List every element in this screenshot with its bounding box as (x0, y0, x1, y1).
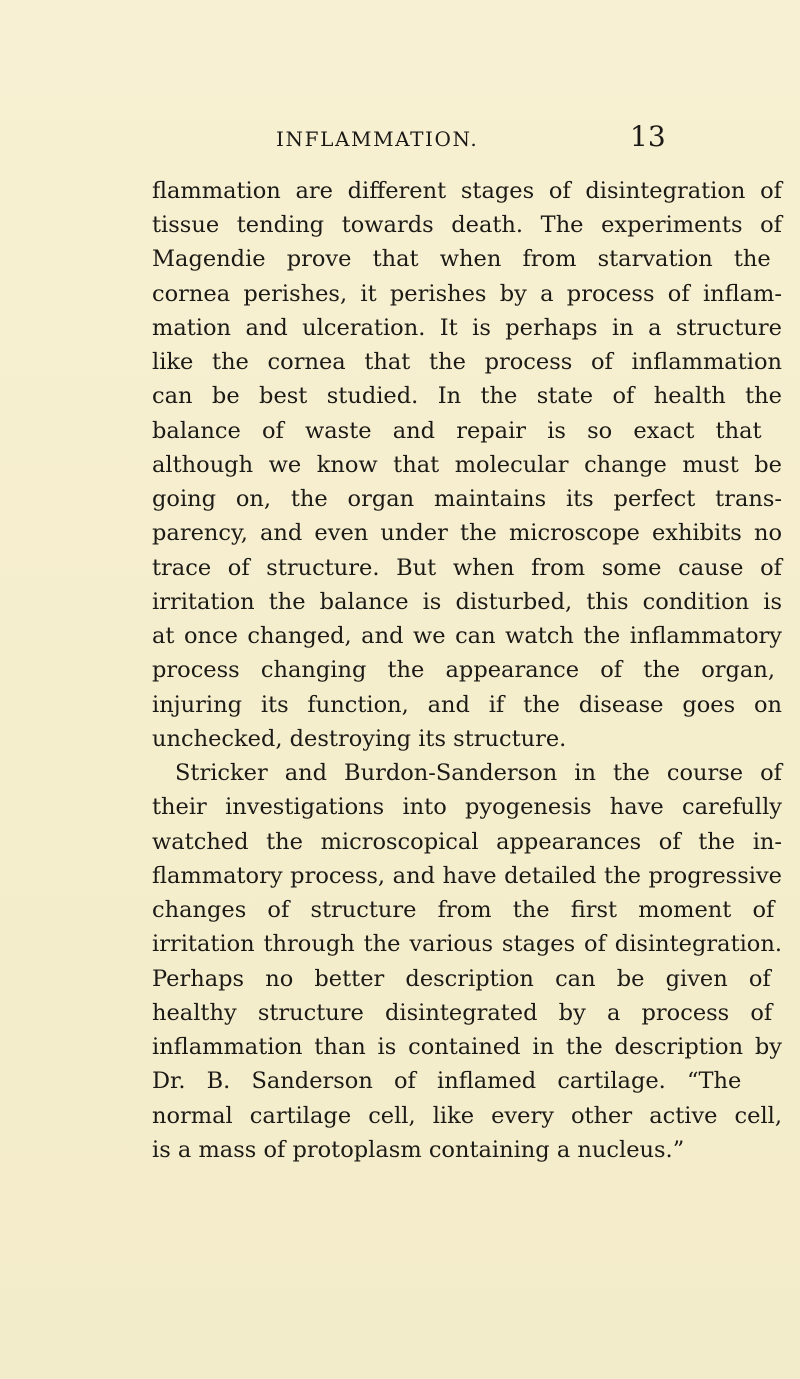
text-line: flammation are different stages of disintegration of (152, 178, 782, 204)
text-line: inflammation than is contained in the description by (152, 1034, 782, 1060)
text-line: balance of waste and repair is so exact that (152, 418, 762, 444)
text-line: normal cartilage cell, like every other active cell, (152, 1103, 782, 1129)
text-line: going on, the organ maintains its perfect trans- (152, 486, 782, 512)
text-line: irritation the balance is disturbed, this condition is (152, 589, 782, 615)
text-line: process changing the appearance of the organ, (152, 657, 775, 683)
text-line: irritation through the various stages of disintegration. (152, 931, 782, 957)
text-line: like the cornea that the process of inflammation (152, 349, 782, 375)
text-line: at once changed, and we can watch the inflammatory (152, 623, 782, 649)
text-line: watched the microscopical appearances of the in- (152, 829, 782, 855)
text-line: although we know that molecular change must be (152, 452, 782, 478)
text-line: flammatory process, and have detailed the progressive (152, 863, 782, 889)
text-line: can be best studied. In the state of health the (152, 383, 782, 409)
text-line: parency, and even under the microscope exhibits no (152, 520, 782, 546)
text-line: cornea perishes, it perishes by a process of inflam- (152, 281, 782, 307)
text-line: Dr. B. Sanderson of inflamed cartilage. “The (152, 1068, 742, 1094)
text-line: mation and ulceration. It is perhaps in a structure (152, 315, 782, 341)
text-line: Stricker and Burdon-Sanderson in the course of (175, 760, 782, 786)
text-line: Perhaps no better description can be given of (152, 966, 771, 992)
text-line: is a mass of protoplasm containing a nucleus.” (152, 1137, 685, 1163)
text-line: changes of structure from the first moment of (152, 897, 775, 923)
text-line: tissue tending towards death. The experiments of (152, 212, 782, 238)
page-number: 13 (630, 120, 666, 153)
text-line: trace of structure. But when from some cause of (152, 555, 782, 581)
text-line: Magendie prove that when from starvation the (152, 246, 771, 272)
running-head: INFLAMMATION. (276, 127, 479, 151)
text-line: unchecked, destroying its structure. (152, 726, 567, 752)
text-line: healthy structure disintegrated by a process of (152, 1000, 773, 1026)
text-line: their investigations into pyogenesis have carefully (152, 794, 782, 820)
text-line: injuring its function, and if the disease goes on (152, 692, 782, 718)
